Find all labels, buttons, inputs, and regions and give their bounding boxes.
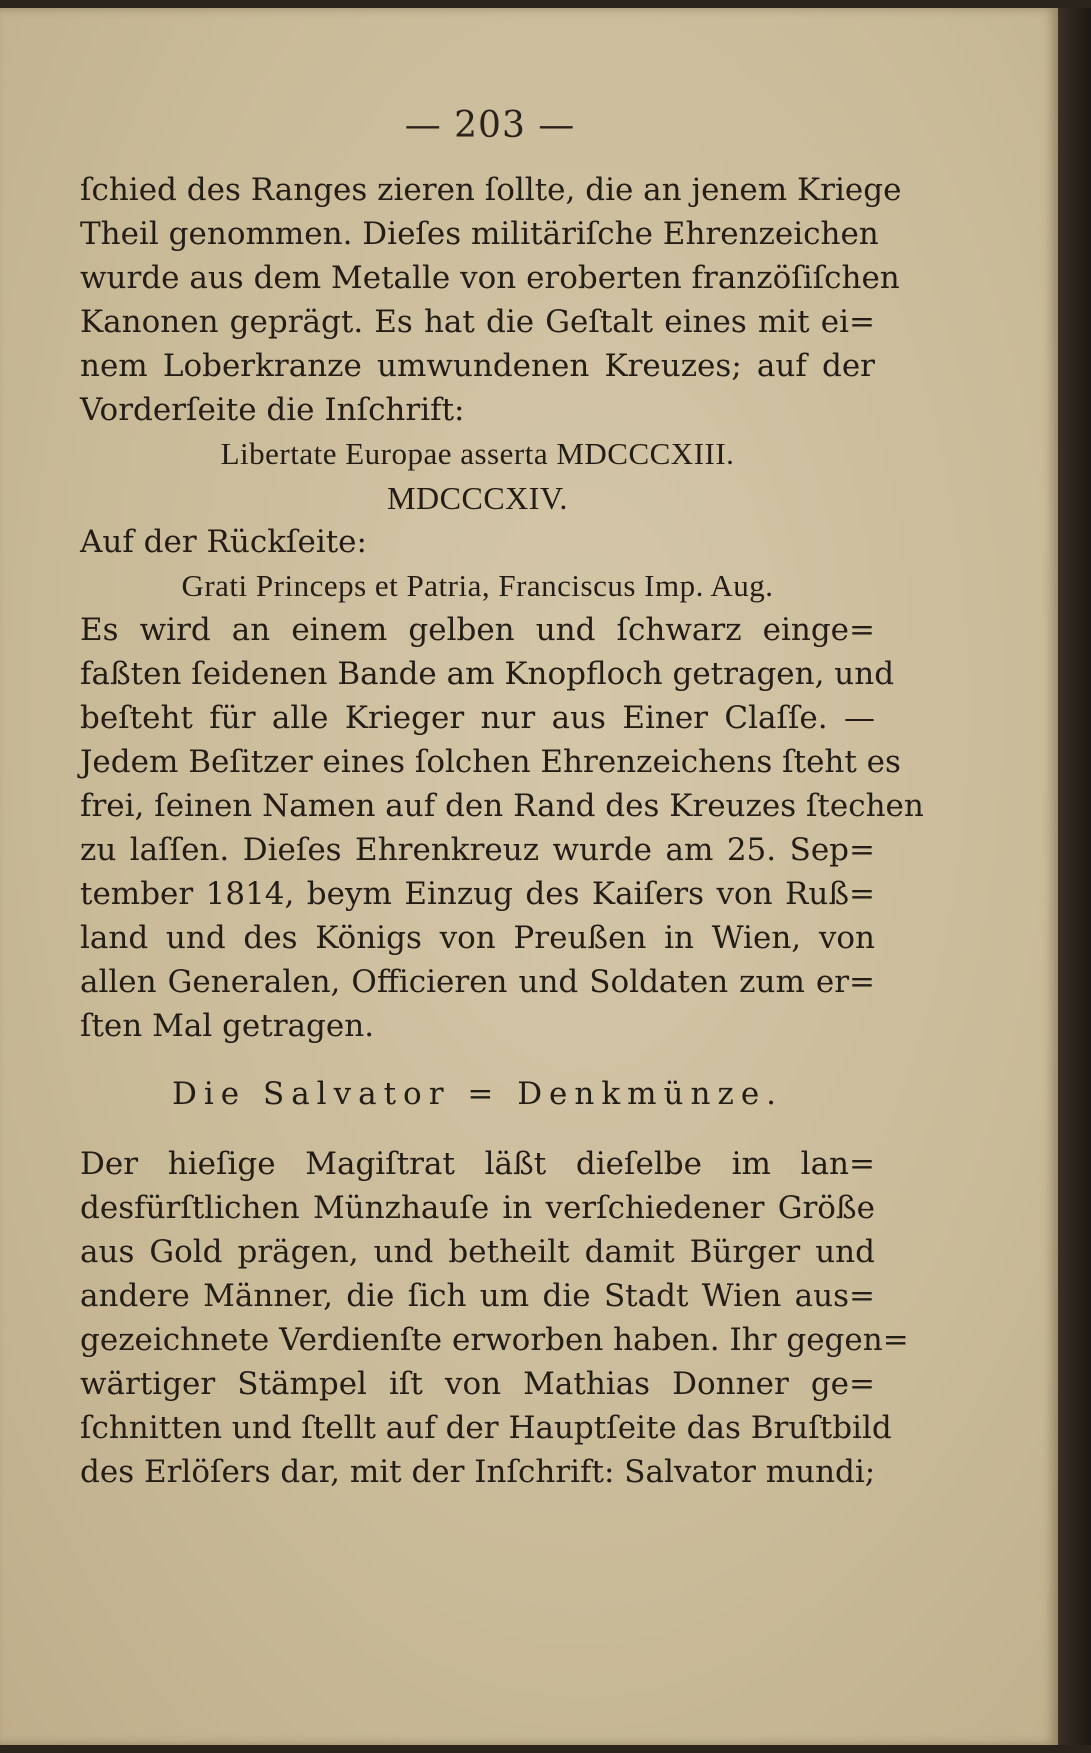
text-line: wurde aus dem Metalle von eroberten franzöſiſchen xyxy=(80,260,900,296)
text-line: aus Gold prägen, und betheilt damit Bürger und xyxy=(80,1234,875,1270)
text-line: Theil genommen. Dieſes militäriſche Ehrenzeichen xyxy=(80,216,879,252)
text-line: ſten Mal getragen. xyxy=(80,1008,375,1044)
text-line: nem Loberkranze umwundenen Kreuzes; auf der xyxy=(80,348,875,384)
text-line: allen Generalen, Officieren und Soldaten zum er= xyxy=(80,964,875,1000)
inscription-line: Libertate Europae asserta MDCCCXIII. xyxy=(220,436,735,471)
text-line: des Erlöſers dar, mit der Inſchrift: Salvator mundi; xyxy=(80,1454,876,1490)
text-line: faßten ſeidenen Bande am Knopfloch getragen, und xyxy=(80,656,895,692)
text-line: Kanonen geprägt. Es hat die Geſtalt eines mit ei= xyxy=(80,304,875,340)
reverse-section xyxy=(80,520,875,608)
section-heading-wrap xyxy=(80,1064,875,1124)
paragraph-salvator xyxy=(80,1142,909,1494)
inscription-reverse: Grati Princeps et Patria, Franciscus Imp. Aug. xyxy=(181,568,774,603)
paragraph-ehrenkreuz xyxy=(80,168,902,432)
text-line: Vorderſeite die Inſchrift: xyxy=(80,392,465,428)
text-line: land und des Königs von Preußen in Wien, von xyxy=(80,920,875,956)
text-line: zu laſſen. Dieſes Ehrenkreuz wurde am 25. Sep= xyxy=(80,832,875,868)
text-line: Es wird an einem gelben und ſchwarz einge= xyxy=(80,612,875,648)
text-line: Der hieſige Magiſtrat läßt dieſelbe im lan= xyxy=(80,1146,875,1182)
text-line: frei, ſeinen Namen auf den Rand des Kreuzes ſtechen xyxy=(80,788,924,824)
page-number: — 203 — xyxy=(404,105,576,146)
text-line: tember 1814, beym Einzug des Kaiſers von Ruß= xyxy=(80,876,875,912)
page-edge xyxy=(1058,8,1091,1745)
text-line: ſchnitten und ſtellt auf der Hauptſeite das Bruſtbild xyxy=(80,1410,892,1446)
text-line: beſteht für alle Krieger nur aus Einer Claſſe. — xyxy=(80,700,875,736)
text-line: desfürſtlichen Münzhauſe in verſchiedener Größe xyxy=(80,1190,875,1226)
inscription-line: MDCCCXIV. xyxy=(387,480,568,516)
paragraph-band xyxy=(80,608,924,1048)
section-heading: Die Salvator = Denkmünze. xyxy=(171,1076,784,1112)
reverse-label: Auf der Rückſeite: xyxy=(80,524,367,560)
text-line: gezeichnete Verdienſte erworben haben. Ihr gegen= xyxy=(80,1322,909,1358)
text-line: andere Männer, die ſich um die Stadt Wien aus= xyxy=(80,1278,875,1314)
text-line: Jedem Beſitzer eines ſolchen Ehrenzeichens ſteht es xyxy=(80,744,901,780)
inscription-front xyxy=(80,432,875,520)
text-line: wärtiger Stämpel iſt von Mathias Donner ge= xyxy=(80,1366,875,1402)
text-line: ſchied des Ranges zieren ſollte, die an jenem Kriege xyxy=(80,172,902,208)
